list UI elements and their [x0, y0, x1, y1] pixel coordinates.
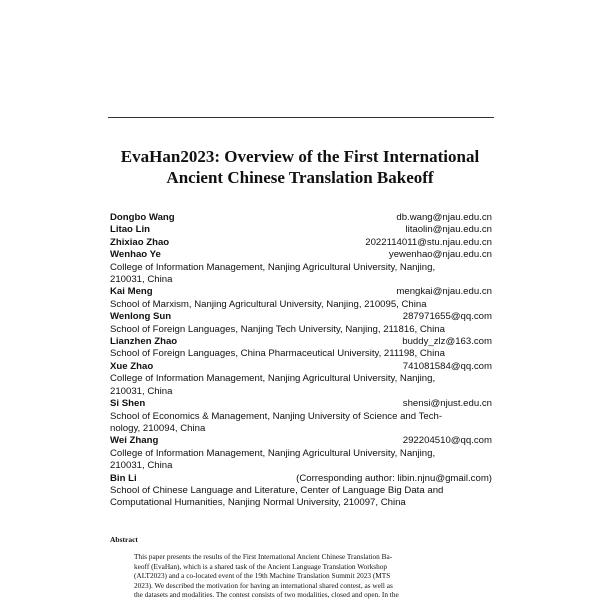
affiliation-line: College of Information Management, Nanjing Agricultural University, Nanjing, — [110, 447, 436, 459]
author-email: yewenhao@njau.edu.cn — [388, 249, 492, 261]
author-row — [110, 336, 492, 348]
author-affiliation — [110, 411, 492, 436]
author-name: Xue Zhao — [110, 360, 154, 372]
author-name: Zhixiao Zhao — [110, 236, 170, 248]
author-affiliation — [110, 485, 492, 510]
author-row — [110, 286, 492, 298]
author-name: Dongbo Wang — [110, 212, 175, 223]
abstract-body — [134, 552, 472, 600]
author-row — [110, 212, 492, 224]
author-email: litaolin@njau.edu.cn — [405, 224, 492, 236]
author-email: shensi@njust.edu.cn — [402, 398, 492, 410]
author-email: 2022114011@stu.njau.edu.cn — [365, 236, 492, 248]
header-rule — [108, 117, 494, 118]
affiliation-line: nology, 210094, China — [110, 422, 206, 434]
author-row — [110, 473, 492, 485]
author-name: Wei Zhang — [110, 435, 159, 447]
author-name: Wenlong Sun — [110, 311, 172, 323]
author-row — [110, 311, 492, 323]
author-name: Wenhao Ye — [110, 249, 161, 261]
affiliation-line: School of Foreign Languages, China Pharmaceutical University, 211198, China — [110, 348, 445, 360]
author-name: Kai Meng — [110, 286, 153, 298]
affiliation-line: College of Information Management, Nanjing Agricultural University, Nanjing, — [110, 373, 436, 385]
abstract-line: keoff (EvaHan), which is a shared task of the Ancient Language Translation Workshop — [134, 561, 388, 571]
affiliation-line: School of Chinese Language and Literature, Center of Language Big Data and — [110, 484, 444, 496]
author-name: Lianzhen Zhao — [110, 336, 178, 348]
paper-title-line-1: EvaHan2023: Overview of the First International — [120, 147, 480, 166]
author-email: db.wang@njau.edu.cn — [396, 212, 492, 223]
author-block — [110, 212, 492, 510]
author-name: Si Shen — [110, 398, 146, 410]
author-email: 292204510@qq.com — [402, 435, 492, 447]
affiliation-line: 210031, China — [110, 274, 173, 286]
author-affiliation — [110, 324, 492, 336]
affiliation-line: School of Economics & Management, Nanjing University of Science and Tech- — [110, 410, 443, 422]
paper-title — [100, 146, 500, 188]
author-affiliation — [110, 373, 492, 398]
abstract-heading: Abstract — [110, 535, 138, 544]
author-affiliation — [110, 348, 492, 360]
author-email: 741081584@qq.com — [402, 360, 492, 372]
abstract-line: 2023). We described the motivation for having an international shared contest, as well as — [134, 580, 393, 590]
author-affiliation — [110, 299, 492, 311]
author-name: Litao Lin — [110, 224, 150, 236]
affiliation-line: School of Foreign Languages, Nanjing Tech University, Nanjing, 211816, China — [110, 323, 445, 335]
corresponding-author-email: (Corresponding author: libin.njnu@gmail.com) — [296, 472, 492, 484]
author-row — [110, 249, 492, 261]
abstract-line: (ALT2023) and a co-located event of the 19th Machine Translation Summit 2023 (MTS — [134, 571, 391, 581]
author-row — [110, 435, 492, 447]
abstract-line: This paper presents the results of the First International Ancient Chinese Translation Ba- — [134, 552, 393, 561]
author-row — [110, 398, 492, 410]
author-name: Bin Li — [110, 472, 137, 484]
author-email: mengkai@njau.edu.cn — [396, 286, 492, 298]
author-row — [110, 224, 492, 236]
author-affiliation — [110, 448, 492, 473]
affiliation-line: College of Information Management, Nanjing Agricultural University, Nanjing, — [110, 261, 436, 273]
paper-title-line-2: Ancient Chinese Translation Bakeoff — [166, 168, 434, 187]
author-row — [110, 361, 492, 373]
author-email: buddy_zlz@163.com — [402, 336, 492, 348]
affiliation-line: Computational Humanities, Nanjing Normal University, 210097, China — [110, 497, 406, 509]
affiliation-line: School of Marxism, Nanjing Agricultural University, Nanjing, 210095, China — [110, 298, 427, 310]
affiliation-line: 210031, China — [110, 460, 173, 472]
author-row — [110, 237, 492, 249]
abstract-line: the datasets and modalities. The contest consists of two modalities, closed and open. In the — [134, 590, 399, 600]
affiliation-line: 210031, China — [110, 385, 173, 397]
author-email: 287971655@qq.com — [402, 311, 492, 323]
author-affiliation — [110, 262, 492, 287]
